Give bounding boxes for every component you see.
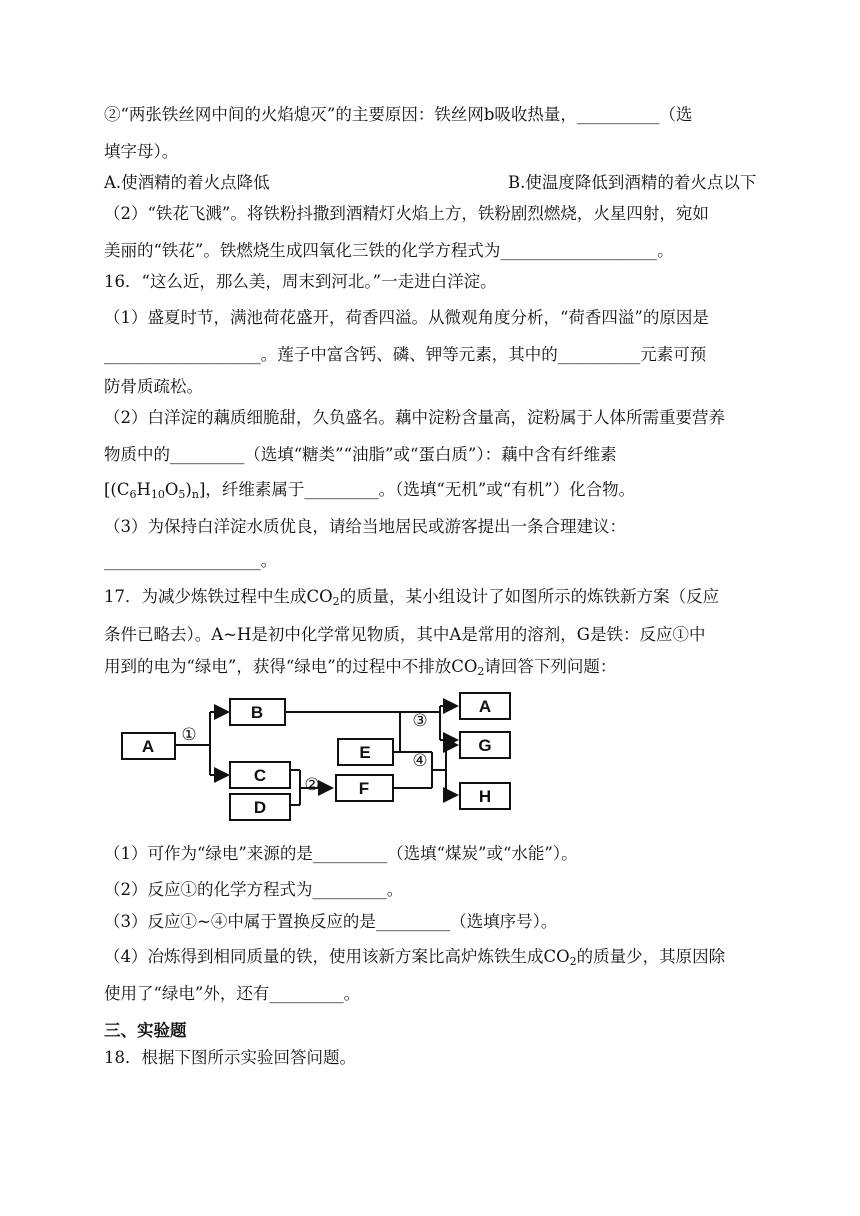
- text-line: 物质中的_________（选填“糖类”“油脂”或“蛋白质”）：藕中含有纤维素: [104, 445, 617, 464]
- reaction-2-label: ②: [304, 775, 320, 794]
- formula-sub: 6: [129, 488, 137, 501]
- formula-part: ]，纤维素属于_________。（选填“无机”或“有机”）化合物。: [198, 480, 636, 499]
- text-line: （1）可作为“绿电”来源的是_________（选填“煤炭”或“水能”）。: [104, 844, 578, 863]
- text-part: （4）冶炼得到相同质量的铁，使用该新方案比高炉炼铁生成CO: [104, 947, 570, 966]
- text-line: （2）白洋淀的藕质细脆甜，久负盛名。藕中淀粉含量高，淀粉属于人体所需重要营养: [104, 408, 725, 427]
- text-line: ②“两张铁丝网中间的火焰熄灭”的主要原因：铁丝网b吸收热量，__________（选: [104, 105, 693, 124]
- formula-part: O: [164, 480, 179, 499]
- text-line: （3）为保持白洋淀水质优良，请给当地居民或游客提出一条合理建议：: [104, 517, 626, 536]
- formula-sub: 2: [569, 955, 577, 968]
- formula-part: H: [136, 480, 151, 499]
- text-line: 防骨质疏松。: [104, 377, 203, 396]
- text-line: （3）反应①~④中属于置换反应的是_________（选填序号）。: [104, 912, 558, 931]
- question-17: [104, 586, 719, 613]
- text-part: 的质量少，其原因除: [576, 947, 726, 966]
- reaction-3-label: ③: [412, 711, 428, 730]
- text-line: [104, 656, 616, 683]
- formula-line: [104, 479, 635, 506]
- formula-part: [(C: [104, 480, 130, 499]
- text-part: 的质量，某小组设计了如图所示的炼铁新方案（反应: [339, 587, 720, 606]
- label-h: H: [478, 787, 492, 806]
- question-18: 18．根据下图所示实验回答问题。: [104, 1048, 356, 1067]
- option-row: [104, 172, 757, 194]
- label-g: G: [478, 736, 492, 755]
- formula-sub: 2: [477, 665, 485, 678]
- text-line: 美丽的“铁花”。铁燃烧生成四氧化三铁的化学方程式为___________________。: [104, 241, 674, 260]
- option-b: B.使温度降低到酒精的着火点以下: [508, 173, 757, 192]
- label-e: E: [359, 743, 371, 762]
- text-line: （2）反应①的化学方程式为_________。: [104, 880, 404, 899]
- section-heading: 三、实验题: [104, 1021, 187, 1040]
- formula-sub: 10: [150, 488, 165, 501]
- text-part: 17．为减少炼铁过程中生成CO: [104, 587, 333, 606]
- label-f: F: [358, 779, 370, 798]
- text-part: 请回答下列问题：: [484, 657, 617, 676]
- text-line: ___________________。: [104, 551, 278, 570]
- label-d: D: [253, 798, 267, 817]
- text-part: 用到的电为“绿电”，获得“绿电”的过程中不排放CO: [104, 657, 478, 676]
- label-b: B: [250, 703, 264, 722]
- text-line: 填字母）。: [104, 142, 179, 161]
- label-c: C: [253, 766, 267, 785]
- text-line: （2）“铁花飞溅”。将铁粉抖撒到酒精灯火焰上方，铁粉剧烈燃烧，火星四射，宛如: [104, 204, 709, 223]
- reaction-1-label: ①: [181, 725, 197, 744]
- formula-sub: 2: [332, 595, 340, 608]
- label-a-right: A: [478, 697, 492, 716]
- text-line: ___________________。莲子中富含钙、磷、钾等元素，其中的__________元素可预: [104, 345, 707, 364]
- formula-sub: 5: [178, 488, 186, 501]
- flow-diagram: [110, 690, 530, 840]
- text-line: 条件已略去）。A~H是初中化学常见物质，其中A是常用的溶剂，G是铁：反应①中: [104, 625, 706, 644]
- formula-sub: n: [191, 488, 199, 501]
- formula-part: ): [185, 480, 192, 499]
- text-line: [104, 946, 725, 973]
- label-a-left: A: [141, 737, 155, 756]
- reaction-4-label: ④: [412, 751, 428, 770]
- question-16: 16．“这么近，那么美，周末到河北。”一走进白洋淀。: [104, 272, 497, 291]
- option-a: A.使酒精的着火点降低: [104, 173, 270, 192]
- text-line: （1）盛夏时节，满池荷花盛开，荷香四溢。从微观角度分析，“荷香四溢”的原因是: [104, 308, 709, 327]
- text-line: 使用了“绿电”外，还有_________。: [104, 984, 361, 1003]
